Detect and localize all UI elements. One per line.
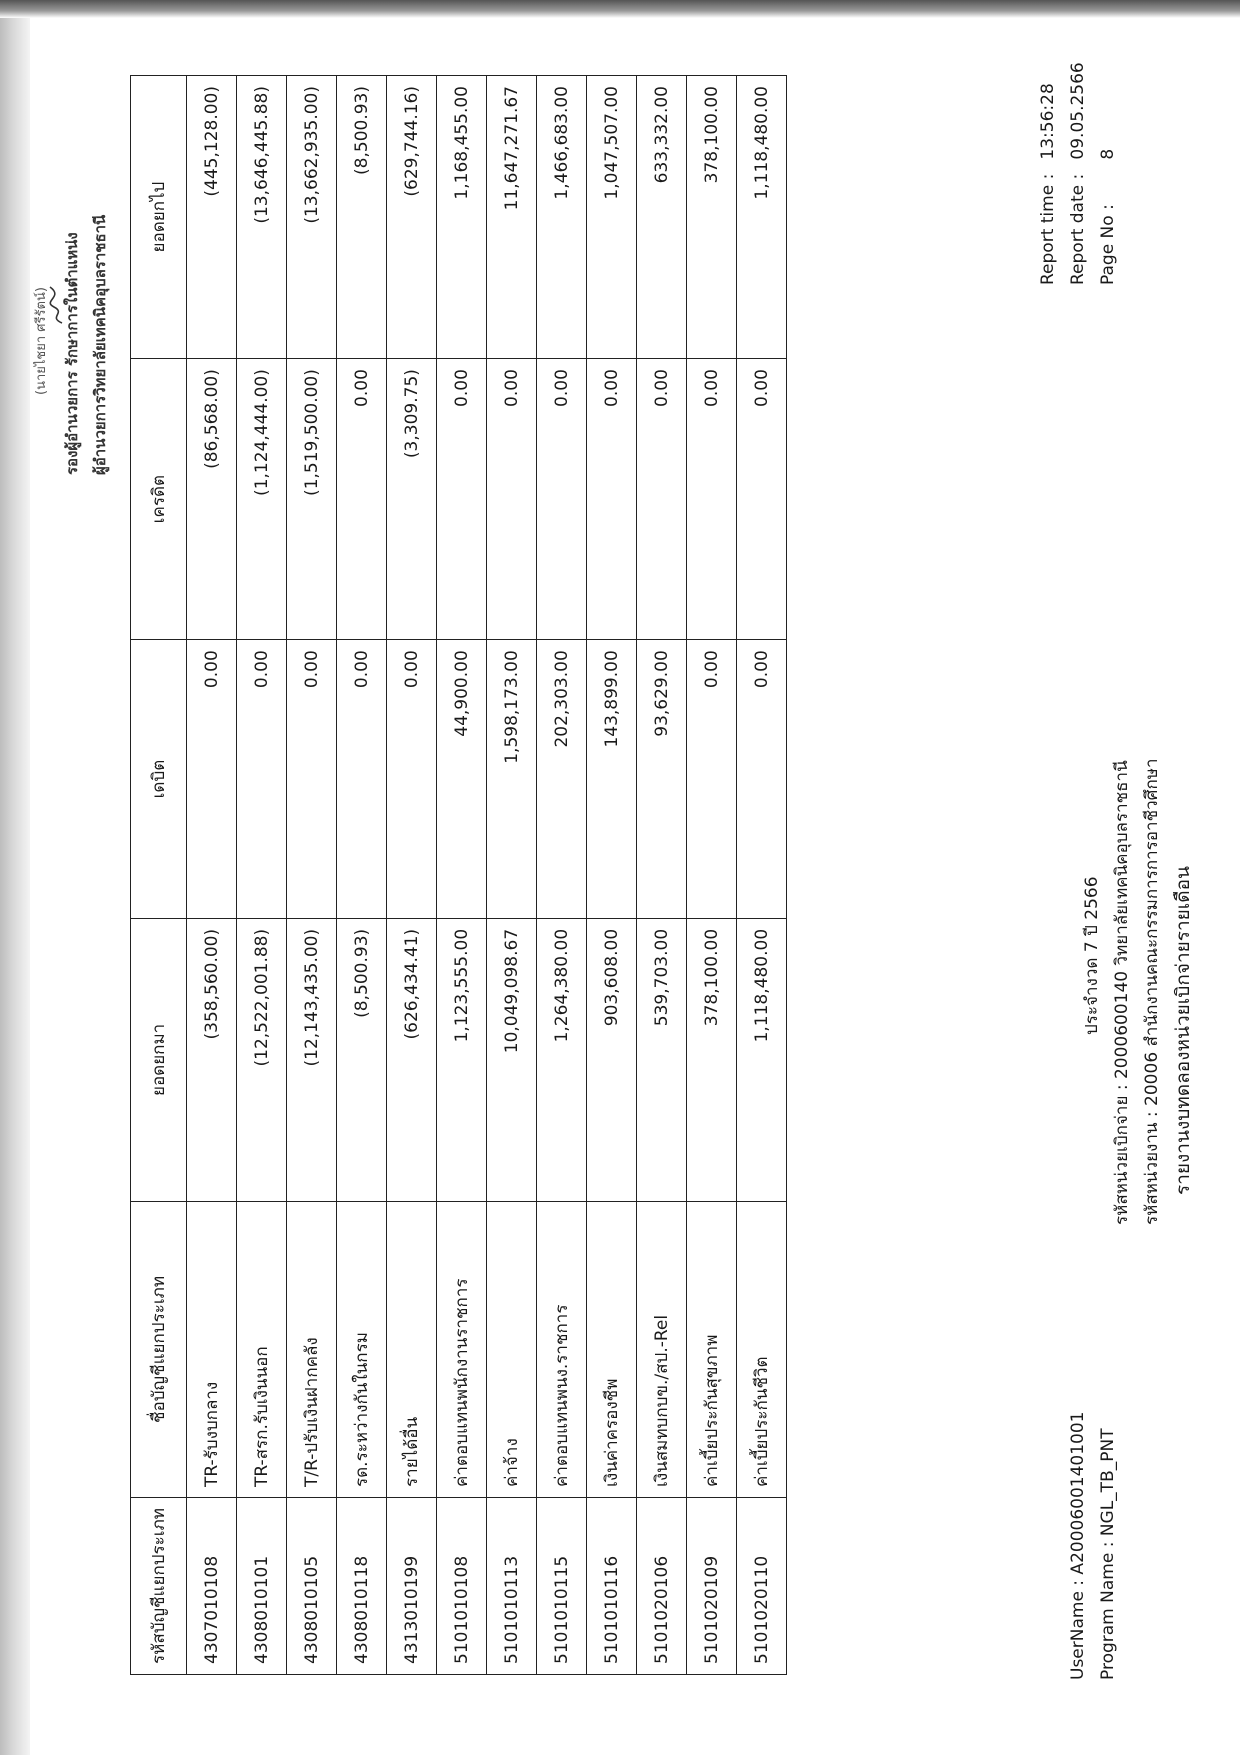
- header-account-code: รหัสบัญชีแยกประเภท: [131, 1497, 187, 1674]
- account-code: 4308010101: [237, 1497, 287, 1674]
- account-name: ค่าเบี้ยประกันสุขภาพ: [687, 1201, 737, 1497]
- carried-forward: 1,168,455.00: [437, 76, 487, 359]
- header-balance-forward: ยอดยกมา: [131, 918, 187, 1201]
- carried-forward: 11,647,271.67: [487, 76, 537, 359]
- account-code: 4313010199: [387, 1497, 437, 1674]
- header-carried-forward: ยอดยกไป: [131, 76, 187, 359]
- debit: 0.00: [687, 640, 737, 919]
- debit: 93,629.00: [637, 640, 687, 919]
- credit: 0.00: [737, 359, 787, 640]
- trial-balance-table: [130, 75, 787, 1675]
- credit: 0.00: [337, 359, 387, 640]
- report-title: รายงานงบทดลองหน่วยเบิกจ่ายรายเดือน: [1172, 865, 1194, 1195]
- credit: 0.00: [687, 359, 737, 640]
- credit: 0.00: [637, 359, 687, 640]
- balance-forward: 539,703.00: [637, 918, 687, 1201]
- credit: (86,568.00): [187, 359, 237, 640]
- header-account-name: ชื่อบัญชีแยกประเภท: [131, 1201, 187, 1497]
- balance-forward: 1,264,380.00: [537, 918, 587, 1201]
- carried-forward: (629,744.16): [387, 76, 437, 359]
- credit: (1,519,500.00): [287, 359, 337, 640]
- account-code: 5101020109: [687, 1497, 737, 1674]
- user-name: UserName : A20006001401001: [1068, 1411, 1088, 1680]
- signer-name: (นายไชยา ศรีรัตน์): [34, 287, 49, 395]
- table-row: [637, 76, 687, 1675]
- debit: 1,598,173.00: [487, 640, 537, 919]
- header-credit: เครดิต: [131, 359, 187, 640]
- page-label: Page No :: [1098, 204, 1118, 285]
- table-row: [287, 76, 337, 1675]
- balance-forward: (8,500.93): [337, 918, 387, 1201]
- debit: 0.00: [287, 640, 337, 919]
- account-name: เงินค่าครองชีพ: [587, 1201, 637, 1497]
- account-code: 5101020106: [637, 1497, 687, 1674]
- debit: 0.00: [187, 640, 237, 919]
- table-row: [237, 76, 287, 1675]
- report-time: [1038, 83, 1058, 285]
- time-label: Report time :: [1038, 173, 1058, 285]
- report-period: ประจำงวด 7 ปี 2566: [1082, 876, 1102, 1035]
- table-row: [737, 76, 787, 1675]
- table-row: [187, 76, 237, 1675]
- account-code: 5101010116: [587, 1497, 637, 1674]
- balance-forward: 378,100.00: [687, 918, 737, 1201]
- account-name: ค่าเบี้ยประกันชีวิต: [737, 1201, 787, 1497]
- carried-forward: 378,100.00: [687, 76, 737, 359]
- account-name: ค่าตอบแทนพนักงานราชการ: [437, 1201, 487, 1497]
- credit: 0.00: [537, 359, 587, 640]
- credit: (1,124,444.00): [237, 359, 287, 640]
- debit: 202,303.00: [537, 640, 587, 919]
- account-code: 4308010105: [287, 1497, 337, 1674]
- carried-forward: 1,466,683.00: [537, 76, 587, 359]
- balance-forward: (12,522,001.88): [237, 918, 287, 1201]
- account-code: 5101010115: [537, 1497, 587, 1674]
- debit: 0.00: [237, 640, 287, 919]
- balance-forward: 10,049,098.67: [487, 918, 537, 1201]
- account-code: 5101020110: [737, 1497, 787, 1674]
- account-name: T/R-ปรับเงินฝากคลัง: [287, 1201, 337, 1497]
- table-row: [387, 76, 437, 1675]
- carried-forward: (13,646,445.88): [237, 76, 287, 359]
- certification-stamp: [30, 55, 120, 475]
- carried-forward: (8,500.93): [337, 76, 387, 359]
- signer-position-line-1: รองผู้อำนวยการ รักษาการในตำแหน่ง: [63, 232, 81, 475]
- carried-forward: 1,047,507.00: [587, 76, 637, 359]
- carried-forward: (13,662,935.00): [287, 76, 337, 359]
- date-value: 09.05.2566: [1068, 62, 1088, 160]
- signer-position-line-2: ผู้อำนวยการวิทยาลัยเทคนิคอุบลราชธานี: [91, 214, 109, 475]
- account-code: 4308010118: [337, 1497, 387, 1674]
- table-row: [337, 76, 387, 1675]
- disbursing-unit: รหัสหน่วยเบิกจ่าย : 2000600140 วิทยาลัยเทคนิคอุบลราชธานี: [1112, 760, 1132, 1225]
- credit: 0.00: [437, 359, 487, 640]
- balance-forward: 1,118,480.00: [737, 918, 787, 1201]
- account-name: TR-รับงบกลาง: [187, 1201, 237, 1497]
- date-label: Report date :: [1068, 173, 1088, 285]
- credit: 0.00: [487, 359, 537, 640]
- report-date: [1068, 62, 1088, 285]
- page-value: 8: [1098, 148, 1118, 160]
- account-name: ค่าตอบแทนพนง.ราชการ: [537, 1201, 587, 1497]
- debit: 44,900.00: [437, 640, 487, 919]
- agency-unit: รหัสหน่วยงาน : 20006 สำนักงานคณะกรรมการการอาชีวศึกษา: [1142, 758, 1162, 1225]
- table-row: [537, 76, 587, 1675]
- carried-forward: (445,128.00): [187, 76, 237, 359]
- program-name: Program Name : NGL_TB_PNT: [1098, 1428, 1118, 1680]
- credit: (3,309.75): [387, 359, 437, 640]
- time-value: 13:56:28: [1038, 83, 1058, 160]
- debit: 0.00: [387, 640, 437, 919]
- balance-forward: 903,608.00: [587, 918, 637, 1201]
- credit: 0.00: [587, 359, 637, 640]
- page-number: [1098, 149, 1118, 285]
- debit: 143,899.00: [587, 640, 637, 919]
- account-name: รายได้อื่น: [387, 1201, 437, 1497]
- table-header-row: [131, 76, 187, 1675]
- balance-forward: 1,123,555.00: [437, 918, 487, 1201]
- table-row: [687, 76, 737, 1675]
- account-code: 5101010113: [487, 1497, 537, 1674]
- balance-forward: (626,434.41): [387, 918, 437, 1201]
- carried-forward: 1,118,480.00: [737, 76, 787, 359]
- account-code: 5101010108: [437, 1497, 487, 1674]
- account-code: 4307010108: [187, 1497, 237, 1674]
- account-name: เงินสมทบกบข./สป.-Rel: [637, 1201, 687, 1497]
- debit: 0.00: [337, 640, 387, 919]
- table-row: [587, 76, 637, 1675]
- debit: 0.00: [737, 640, 787, 919]
- account-name: TR-สรก.รับเงินนอก: [237, 1201, 287, 1497]
- balance-forward: (12,143,435.00): [287, 918, 337, 1201]
- balance-forward: (358,560.00): [187, 918, 237, 1201]
- table-row: [437, 76, 487, 1675]
- header-debit: เดบิต: [131, 640, 187, 919]
- account-name: รด.ระหว่างกันในกรม: [337, 1201, 387, 1497]
- carried-forward: 633,332.00: [637, 76, 687, 359]
- account-name: ค่าจ้าง: [487, 1201, 537, 1497]
- table-row: [487, 76, 537, 1675]
